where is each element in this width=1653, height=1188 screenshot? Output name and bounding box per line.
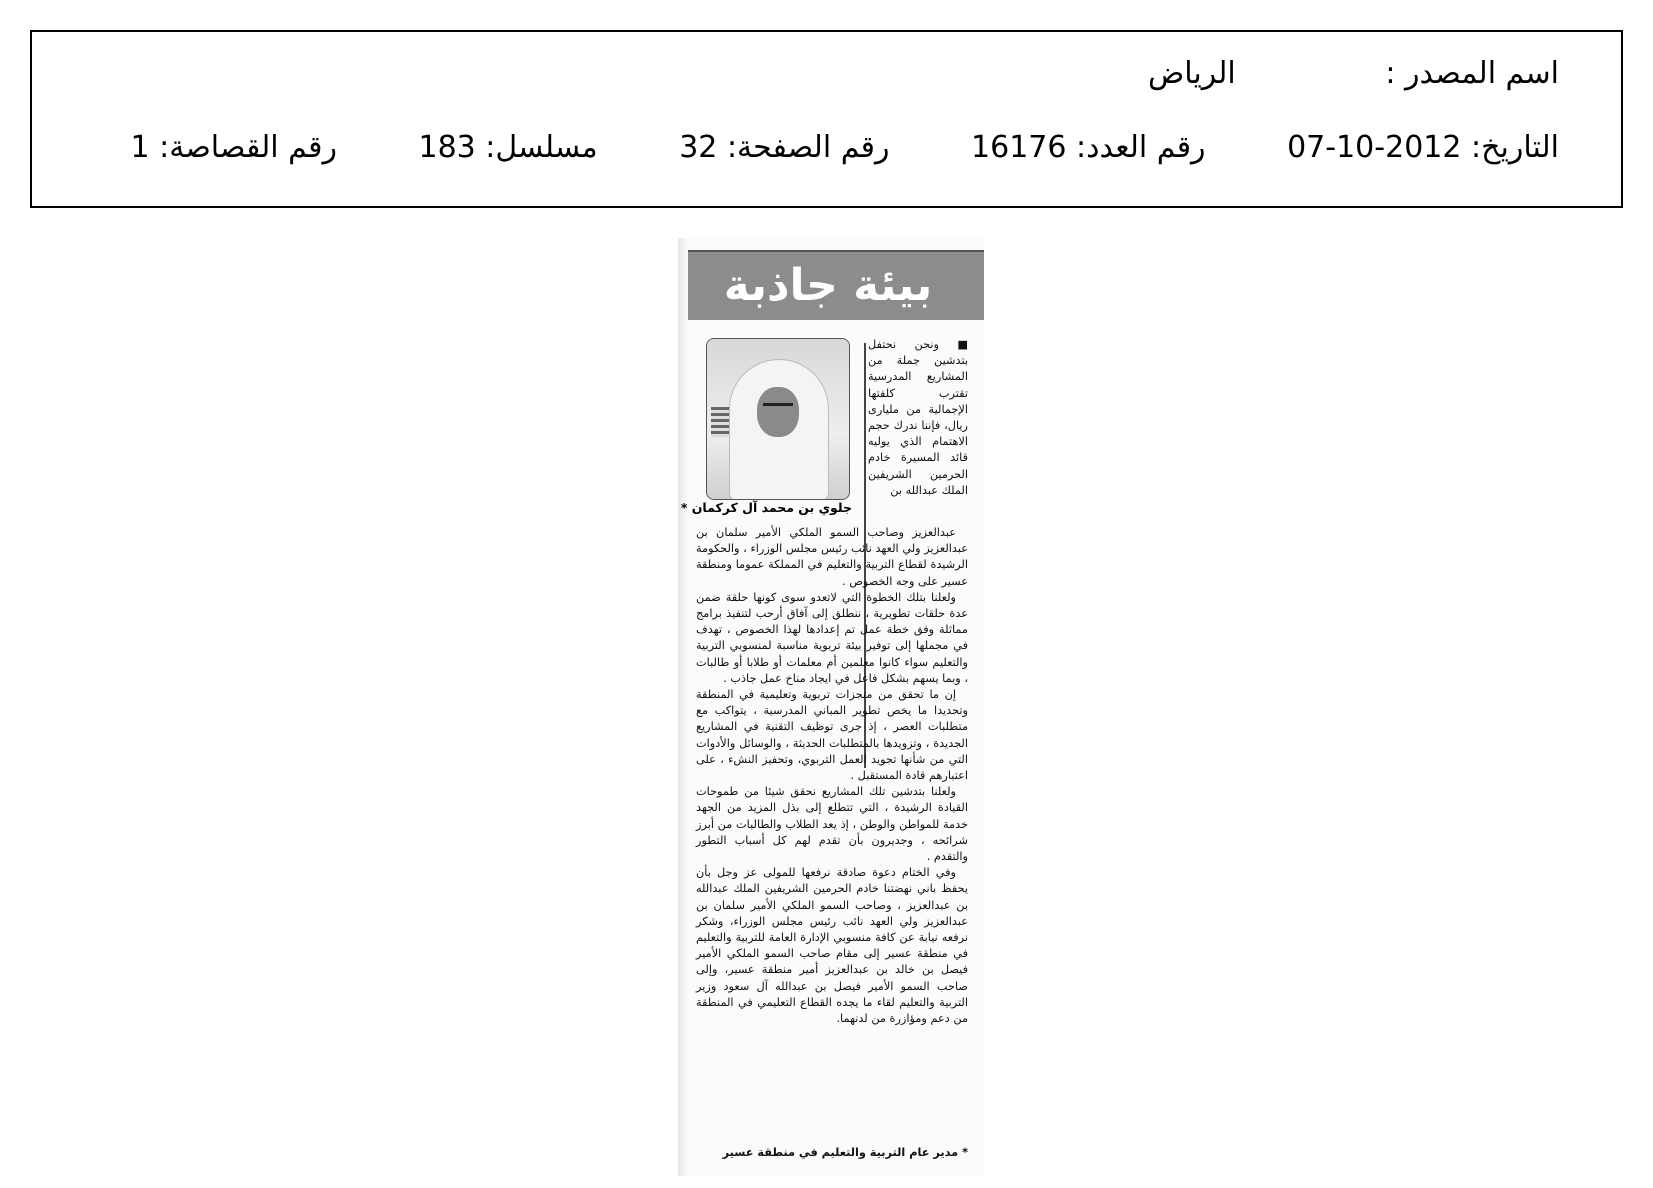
newspaper-clipping xyxy=(678,238,984,1176)
article-paragraph: ولعلنا بتلك الخطوة التي لاتعدو سوى كونها حلقة ضمن عدة حلقات تطويرية ، ننطلق إلى آفاق أرحب لتنفيذ برامج مماثلة وفق خطة عمل تم إعدادها لهذا الخصوص ، تهدف في مجملها إلى توفير بيئة تربوية مناسبة لمنسوبي التربية والتعليم سواء كانوا معلمين أم معلمات أو طلابا أو طالبات ، وبما يسهم بشكل فاعل في ايجاد مناخ عمل جاذب . xyxy=(696,590,968,685)
issue-label: رقم العدد: xyxy=(1076,130,1206,165)
date-value: 2012-10-07 xyxy=(1287,130,1462,165)
article-paragraph: وفي الختام دعوة صادقة نرفعها للمولى عز وجل بأن يحفظ باني نهضتنا خادم الحرمين الشريفين الملك عبدالله بن عبدالعزيز ، وصاحب السمو الملكي الأمير سلمان بن عبدالعزيز ولي العهد نائب رئيس مجلس الوزراء، وشكر نرفعه نيابة عن كافة منسوبي الإدارة العامة للتربية والتعليم في منطقة عسير إلى مقام صاحب السمو الملكي الأمير فيصل بن خالد بن عبدالعزيز أمير منطقة عسير، وإلى صاحب السمو الأمير فيصل بن عبدالله آل سعود وزير التربية والتعليم لقاء ما يجده القطاع التعليمي في المنطقة من دعم ومؤازرة من لدنهما. xyxy=(696,866,968,1026)
date-label: التاريخ: xyxy=(1471,130,1559,165)
glasses-graphic xyxy=(763,403,793,412)
source-label: اسم المصدر : xyxy=(1385,56,1559,91)
serial-value: 183 xyxy=(418,130,476,165)
issue-value: 16176 xyxy=(971,130,1067,165)
source-value: الرياض xyxy=(1147,56,1236,91)
page-value: 32 xyxy=(679,130,718,165)
article-body xyxy=(696,525,968,1027)
article-paragraph: إن ما تحقق من منجزات تربوية وتعليمية في المنطقة وتحديدا ما يخص تطوير المباني المدرسية ، يتواكب مع متطلبات العصر ، إذ جرى توظيف التقنية في المشاريع الجديدة ، وتزويدها بالمتطلبات الحديثة ، والوسائل والأدوات التي من شأنها تجويد العمل التربوي، وتحفيز النشء ، على اعتبارهم قادة المستقبل . xyxy=(696,688,968,783)
serial-label: مسلسل: xyxy=(485,130,598,165)
headline-banner xyxy=(688,250,984,320)
issue-field xyxy=(971,130,1205,165)
serial-field xyxy=(418,130,597,165)
clip-field xyxy=(130,130,336,165)
page-label: رقم الصفحة: xyxy=(726,130,890,165)
article-lead: ■ ونحن نحتفل بتدشين جملة من المشاريع المدرسية تقترب كلفتها الإجمالية من مليارى ريال، فإننا ندرك حجم الاهتمام الذي يوليه قائد المسيرة خادم الحرمين الشريفين الملك عبدالله بن xyxy=(868,338,968,497)
clip-label: رقم القصاصة: xyxy=(159,130,337,165)
page-field xyxy=(679,130,889,165)
article-paragraph: عبدالعزيز وصاحب السمو الملكي الأمير سلمان بن عبدالعزيز ولي العهد نائب رئيس مجلس الوزراء ، والحكومة الرشيدة لقطاع التربية والتعليم في المملكة عموما ومنطقة عسير على وجه الخصوص . xyxy=(696,526,968,588)
source-metadata-box xyxy=(30,30,1623,208)
date-field xyxy=(1287,130,1559,165)
author-title-note: * مدير عام التربية والتعليم في منطقة عسير xyxy=(722,1146,968,1159)
flag-graphic xyxy=(711,407,731,437)
article-headline: بيئة جاذبة xyxy=(723,260,933,311)
details-row xyxy=(130,130,1559,165)
clipping-edge xyxy=(678,238,688,1176)
source-row xyxy=(1148,56,1559,91)
author-photo xyxy=(706,338,850,500)
article-paragraph: ولعلنا بتدشين تلك المشاريع نحقق شيئا من طموحات القيادة الرشيدة ، التي تتطلع إلى بذل المزيد من الجهد خدمة للمواطن والوطن ، إذ يعد الطلاب والطالبات من أبرز شرائحه ، وجديرون بأن تقدم لهم كل أسباب التطور والتقدم . xyxy=(696,785,968,864)
face-graphic xyxy=(757,387,799,437)
author-byline: جلوي بن محمد آل كركمان * xyxy=(680,500,852,515)
clip-value: 1 xyxy=(130,130,150,165)
